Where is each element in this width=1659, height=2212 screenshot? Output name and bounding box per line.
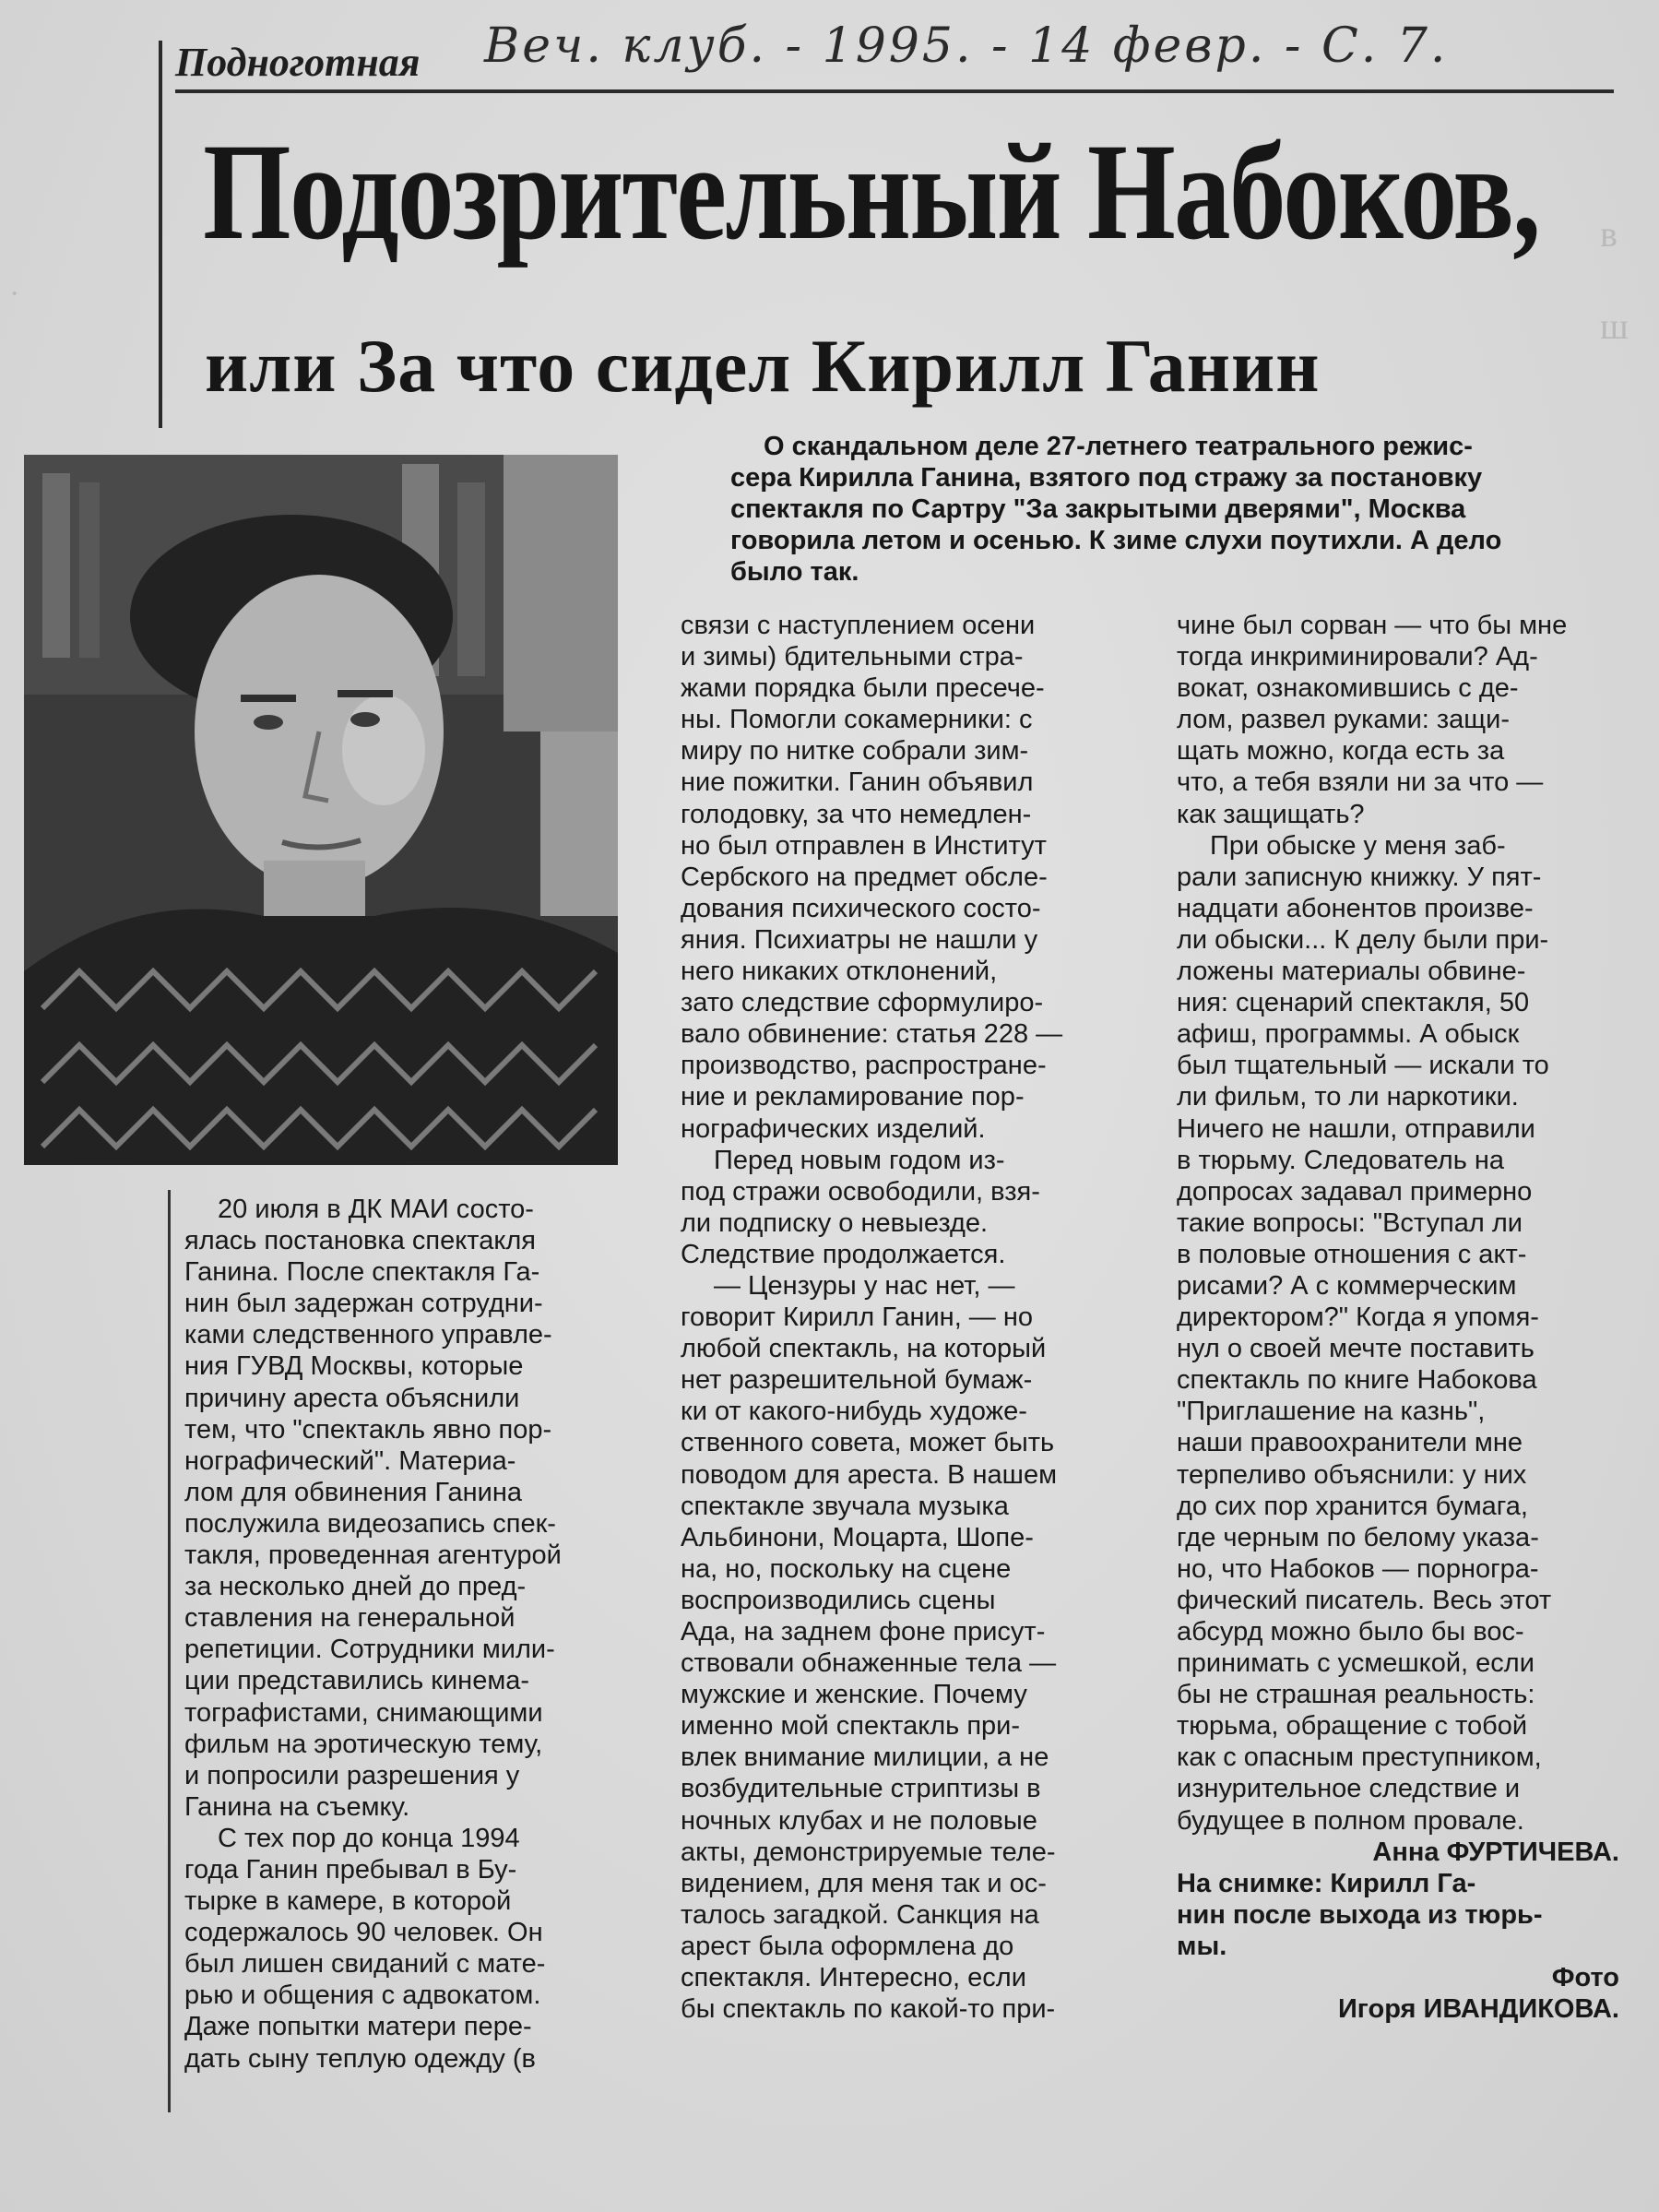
text-line: именно мой спектакль при-: [681, 1711, 1021, 1742]
column-rule: [168, 1190, 171, 2112]
text-line: 20 июля в ДК МАИ состо-: [218, 1195, 534, 1224]
text-line: — Цензуры у нас нет, —: [714, 1270, 1015, 1301]
text-line: нографический". Материа-: [184, 1445, 516, 1476]
byline: Анна ФУРТИЧЕВА.: [1372, 1837, 1619, 1867]
text-line: дования психического состо-: [681, 893, 1041, 923]
text-line: ствовали обнаженные тела —: [681, 1648, 1057, 1679]
text-line: директором?" Когда я упомя-: [1177, 1302, 1539, 1333]
text-line: тографистами, снимающими: [184, 1697, 543, 1728]
caption-0: На снимке: Кирилл Га-: [1177, 1868, 1476, 1898]
text-line: зато следствие сформулиро-: [681, 988, 1044, 1018]
text-line: был лишен свиданий с мате-: [184, 1949, 546, 1980]
text-line: нографических изделий.: [681, 1113, 986, 1144]
text-line: наши правоохранители мне: [1177, 1428, 1523, 1458]
text-line: лом для обвинения Ганина: [184, 1477, 522, 1507]
bleed-text: в: [1600, 213, 1618, 255]
text-line: как с опасным преступником,: [1177, 1742, 1542, 1773]
subheadline: или За что сидел Кирилл Ганин: [205, 324, 1321, 408]
text-line: принимать с усмешкой, если: [1177, 1648, 1535, 1679]
text-line: тырке в камере, в которой: [184, 1886, 512, 1917]
text-line: афиш, программы. А обыск: [1177, 1019, 1520, 1050]
portrait-image: [24, 455, 618, 1165]
text-line: поводом для ареста. В нашем: [681, 1459, 1058, 1490]
text-line: терпеливо объяснили: у них: [1177, 1459, 1527, 1490]
text-line: до сих пор хранится бумага,: [1177, 1491, 1528, 1521]
article-column-3: [1177, 610, 1619, 2025]
text-line: под стражи освободили, взя-: [681, 1176, 1040, 1207]
text-line: ния: сценарий спектакля, 50: [1177, 988, 1530, 1018]
text-line: надцати абонентов произве-: [1177, 893, 1534, 923]
text-line: бы спектакль по какой-то при-: [681, 1994, 1056, 2025]
text-line: воспроизводились сцены: [681, 1585, 996, 1615]
text-line: ли обыски... К делу были при-: [1177, 924, 1549, 955]
text-line: но был отправлен в Институт: [681, 830, 1047, 861]
text-line: акты, демонстрируемые теле-: [681, 1837, 1056, 1867]
text-line: спектакля по Сартру "За закрытыми дверями", Москва: [730, 494, 1466, 524]
text-line: фический писатель. Весь этот: [1177, 1585, 1552, 1615]
text-line: ставления на генеральной: [184, 1603, 515, 1634]
text-line: тем, что "спектакль явно пор-: [184, 1414, 552, 1445]
text-line: изнурительное следствие и: [1177, 1774, 1521, 1804]
text-line: сера Кирилла Ганина, взятого под стражу за постановку: [730, 463, 1483, 493]
text-line: ли фильм, то ли наркотики.: [1177, 1082, 1519, 1112]
text-line: производство, распростране-: [681, 1051, 1047, 1081]
text-line: ния ГУВД Москвы, которые: [184, 1351, 524, 1382]
caption-1: нин после выхода из тюрь-: [1177, 1899, 1543, 1930]
text-line: мужские и женские. Почему: [681, 1680, 1027, 1710]
text-line: вокат, ознакомившись с де-: [1177, 673, 1519, 704]
rubric-label: Подноготная: [175, 40, 421, 85]
photo-credit-name: Игоря ИВАНДИКОВА.: [1337, 1994, 1619, 2025]
text-line: ние и рекламирование пор-: [681, 1082, 1025, 1112]
rubric-rule-vertical: [159, 41, 162, 428]
text-line: ственного совета, может быть: [681, 1428, 1055, 1458]
text-line: Ганина на съемку.: [184, 1791, 410, 1822]
text-line: ны. Помогли сокамерники: с: [681, 705, 1033, 735]
portrait-photo: [24, 455, 618, 1165]
text-line: ли подписку о невыезде.: [681, 1207, 989, 1238]
text-line: нин был задержан сотрудни-: [184, 1289, 543, 1319]
text-line: спектакля. Интересно, если: [681, 1963, 1026, 1993]
text-line: в половые отношения с акт-: [1177, 1239, 1527, 1269]
text-line: связи с наступлением осени: [681, 611, 1036, 640]
text-line: года Ганин пребывал в Бу-: [184, 1854, 517, 1885]
text-line: в тюрьму. Следователь на: [1177, 1145, 1505, 1175]
text-line: и зимы) бдительными стра-: [681, 642, 1024, 672]
text-line: чине был сорван — что бы мне: [1177, 611, 1568, 640]
rubric-rule: [175, 89, 1614, 93]
text-line: голодовку, за что немедлен-: [681, 799, 1032, 829]
text-line: Даже попытки матери пере-: [184, 2012, 532, 2042]
text-line: видением, для меня так и ос-: [681, 1868, 1047, 1898]
text-line: причину ареста объяснили: [184, 1383, 520, 1413]
text-line: яния. Психиатры не нашли у: [681, 924, 1038, 955]
text-line: рали записную книжку. У пят-: [1177, 862, 1542, 892]
article-column-1: [184, 1194, 627, 2075]
text-line: Перед новым годом из-: [714, 1145, 1005, 1175]
text-line: содержалось 90 человек. Он: [184, 1918, 543, 1948]
caption-2: мы.: [1177, 1931, 1227, 1961]
text-line: нул о своей мечте поставить: [1177, 1334, 1535, 1364]
text-line: талось загадкой. Санкция на: [681, 1899, 1039, 1930]
text-line: любой спектакль, на который: [681, 1334, 1047, 1364]
text-line: говорит Кирилл Ганин, — но: [681, 1302, 1034, 1333]
text-line: что, а тебя взяли ни за что —: [1177, 767, 1544, 798]
text-line: него никаких отклонений,: [681, 957, 998, 987]
text-line: бы не страшная реальность:: [1177, 1680, 1535, 1710]
text-line: как защищать?: [1177, 799, 1365, 829]
text-line: влек внимание милиции, а не: [681, 1742, 1049, 1773]
text-line: такие вопросы: "Вступал ли: [1177, 1207, 1523, 1238]
text-line: было так.: [730, 557, 859, 587]
text-line: нет разрешительной бумаж-: [681, 1365, 1033, 1396]
text-line: тогда инкриминировали? Ад-: [1177, 642, 1538, 672]
text-line: ние пожитки. Ганин объявил: [681, 767, 1034, 798]
headline: Подозрительный Набоков,: [203, 115, 1540, 268]
text-line: на, но, поскольку на сцене: [681, 1553, 1012, 1584]
text-line: Альбинони, Моцарта, Шопе-: [681, 1522, 1034, 1552]
text-line: но, что Набоков — порногра-: [1177, 1553, 1539, 1584]
text-line: Сербского на предмет обсле-: [681, 862, 1048, 892]
text-line: дать сыну теплую одежду (в: [184, 2043, 536, 2074]
photo-credit-label: Фото: [1551, 1963, 1619, 1993]
text-line: спектакль по книге Набокова: [1177, 1365, 1537, 1396]
text-line: был тщательный — искали то: [1177, 1051, 1549, 1081]
handwritten-source-note: Веч. клуб. - 1995. - 14 февр. - С. 7.: [484, 18, 1449, 74]
text-line: Ничего не нашли, отправили: [1177, 1113, 1535, 1144]
text-line: такля, проведенная агентурой: [184, 1540, 562, 1571]
text-line: тюрьма, обращение с тобой: [1177, 1711, 1528, 1742]
text-line: С тех пор до конца 1994: [218, 1823, 520, 1853]
text-line: ции представились кинема-: [184, 1666, 530, 1696]
text-line: Следствие продолжается.: [681, 1239, 1006, 1269]
text-line: абсурд можно было бы вос-: [1177, 1617, 1524, 1647]
bleed-text: ш: [1600, 305, 1629, 347]
text-line: ки от какого-нибудь художе-: [681, 1397, 1027, 1427]
text-line: О скандальном деле 27-летнего театрального режис-: [764, 432, 1473, 461]
text-line: возбудительные стриптизы в: [681, 1774, 1041, 1804]
text-line: Ада, на заднем фоне присут-: [681, 1617, 1046, 1647]
text-line: будущее в полном провале.: [1177, 1805, 1524, 1836]
text-line: за несколько дней до пред-: [184, 1572, 527, 1602]
text-line: "Приглашение на казнь",: [1177, 1397, 1486, 1427]
text-line: фильм на эротическую тему,: [184, 1729, 543, 1759]
article-column-2: [681, 610, 1132, 2025]
text-line: ночных клубах и не половые: [681, 1805, 1037, 1836]
text-line: рисами? А с коммерческим: [1177, 1270, 1517, 1301]
text-line: и попросили разрешения у: [184, 1760, 520, 1790]
text-line: Ганина. После спектакля Га-: [184, 1257, 540, 1288]
text-line: послужила видеозапись спек-: [184, 1508, 556, 1539]
text-line: При обыске у меня заб-: [1210, 830, 1506, 861]
text-line: где черным по белому указа-: [1177, 1522, 1539, 1552]
text-line: спектакле звучала музыка: [681, 1491, 1009, 1521]
bleed-text: ·: [9, 277, 20, 311]
text-line: миру по нитке собрали зим-: [681, 736, 1029, 767]
text-line: ложены материалы обвине-: [1177, 957, 1526, 987]
text-line: вало обвинение: статья 228 —: [681, 1019, 1063, 1050]
text-line: щать можно, когда есть за: [1177, 736, 1505, 767]
text-line: жами порядка были пресече-: [681, 673, 1045, 704]
text-line: лом, развел руками: защи-: [1177, 705, 1511, 735]
lead-paragraph: [730, 431, 1625, 588]
text-line: ками следственного управле-: [184, 1320, 552, 1350]
text-line: репетиции. Сотрудники мили-: [184, 1635, 555, 1665]
text-line: арест была оформлена до: [681, 1931, 1014, 1961]
text-line: говорила летом и осенью. К зиме слухи поутихли. А дело: [730, 526, 1502, 555]
text-line: допросах задавал примерно: [1177, 1176, 1533, 1207]
text-line: рью и общения с адвокатом.: [184, 1980, 541, 2011]
text-line: ялась постановка спектакля: [184, 1226, 536, 1256]
